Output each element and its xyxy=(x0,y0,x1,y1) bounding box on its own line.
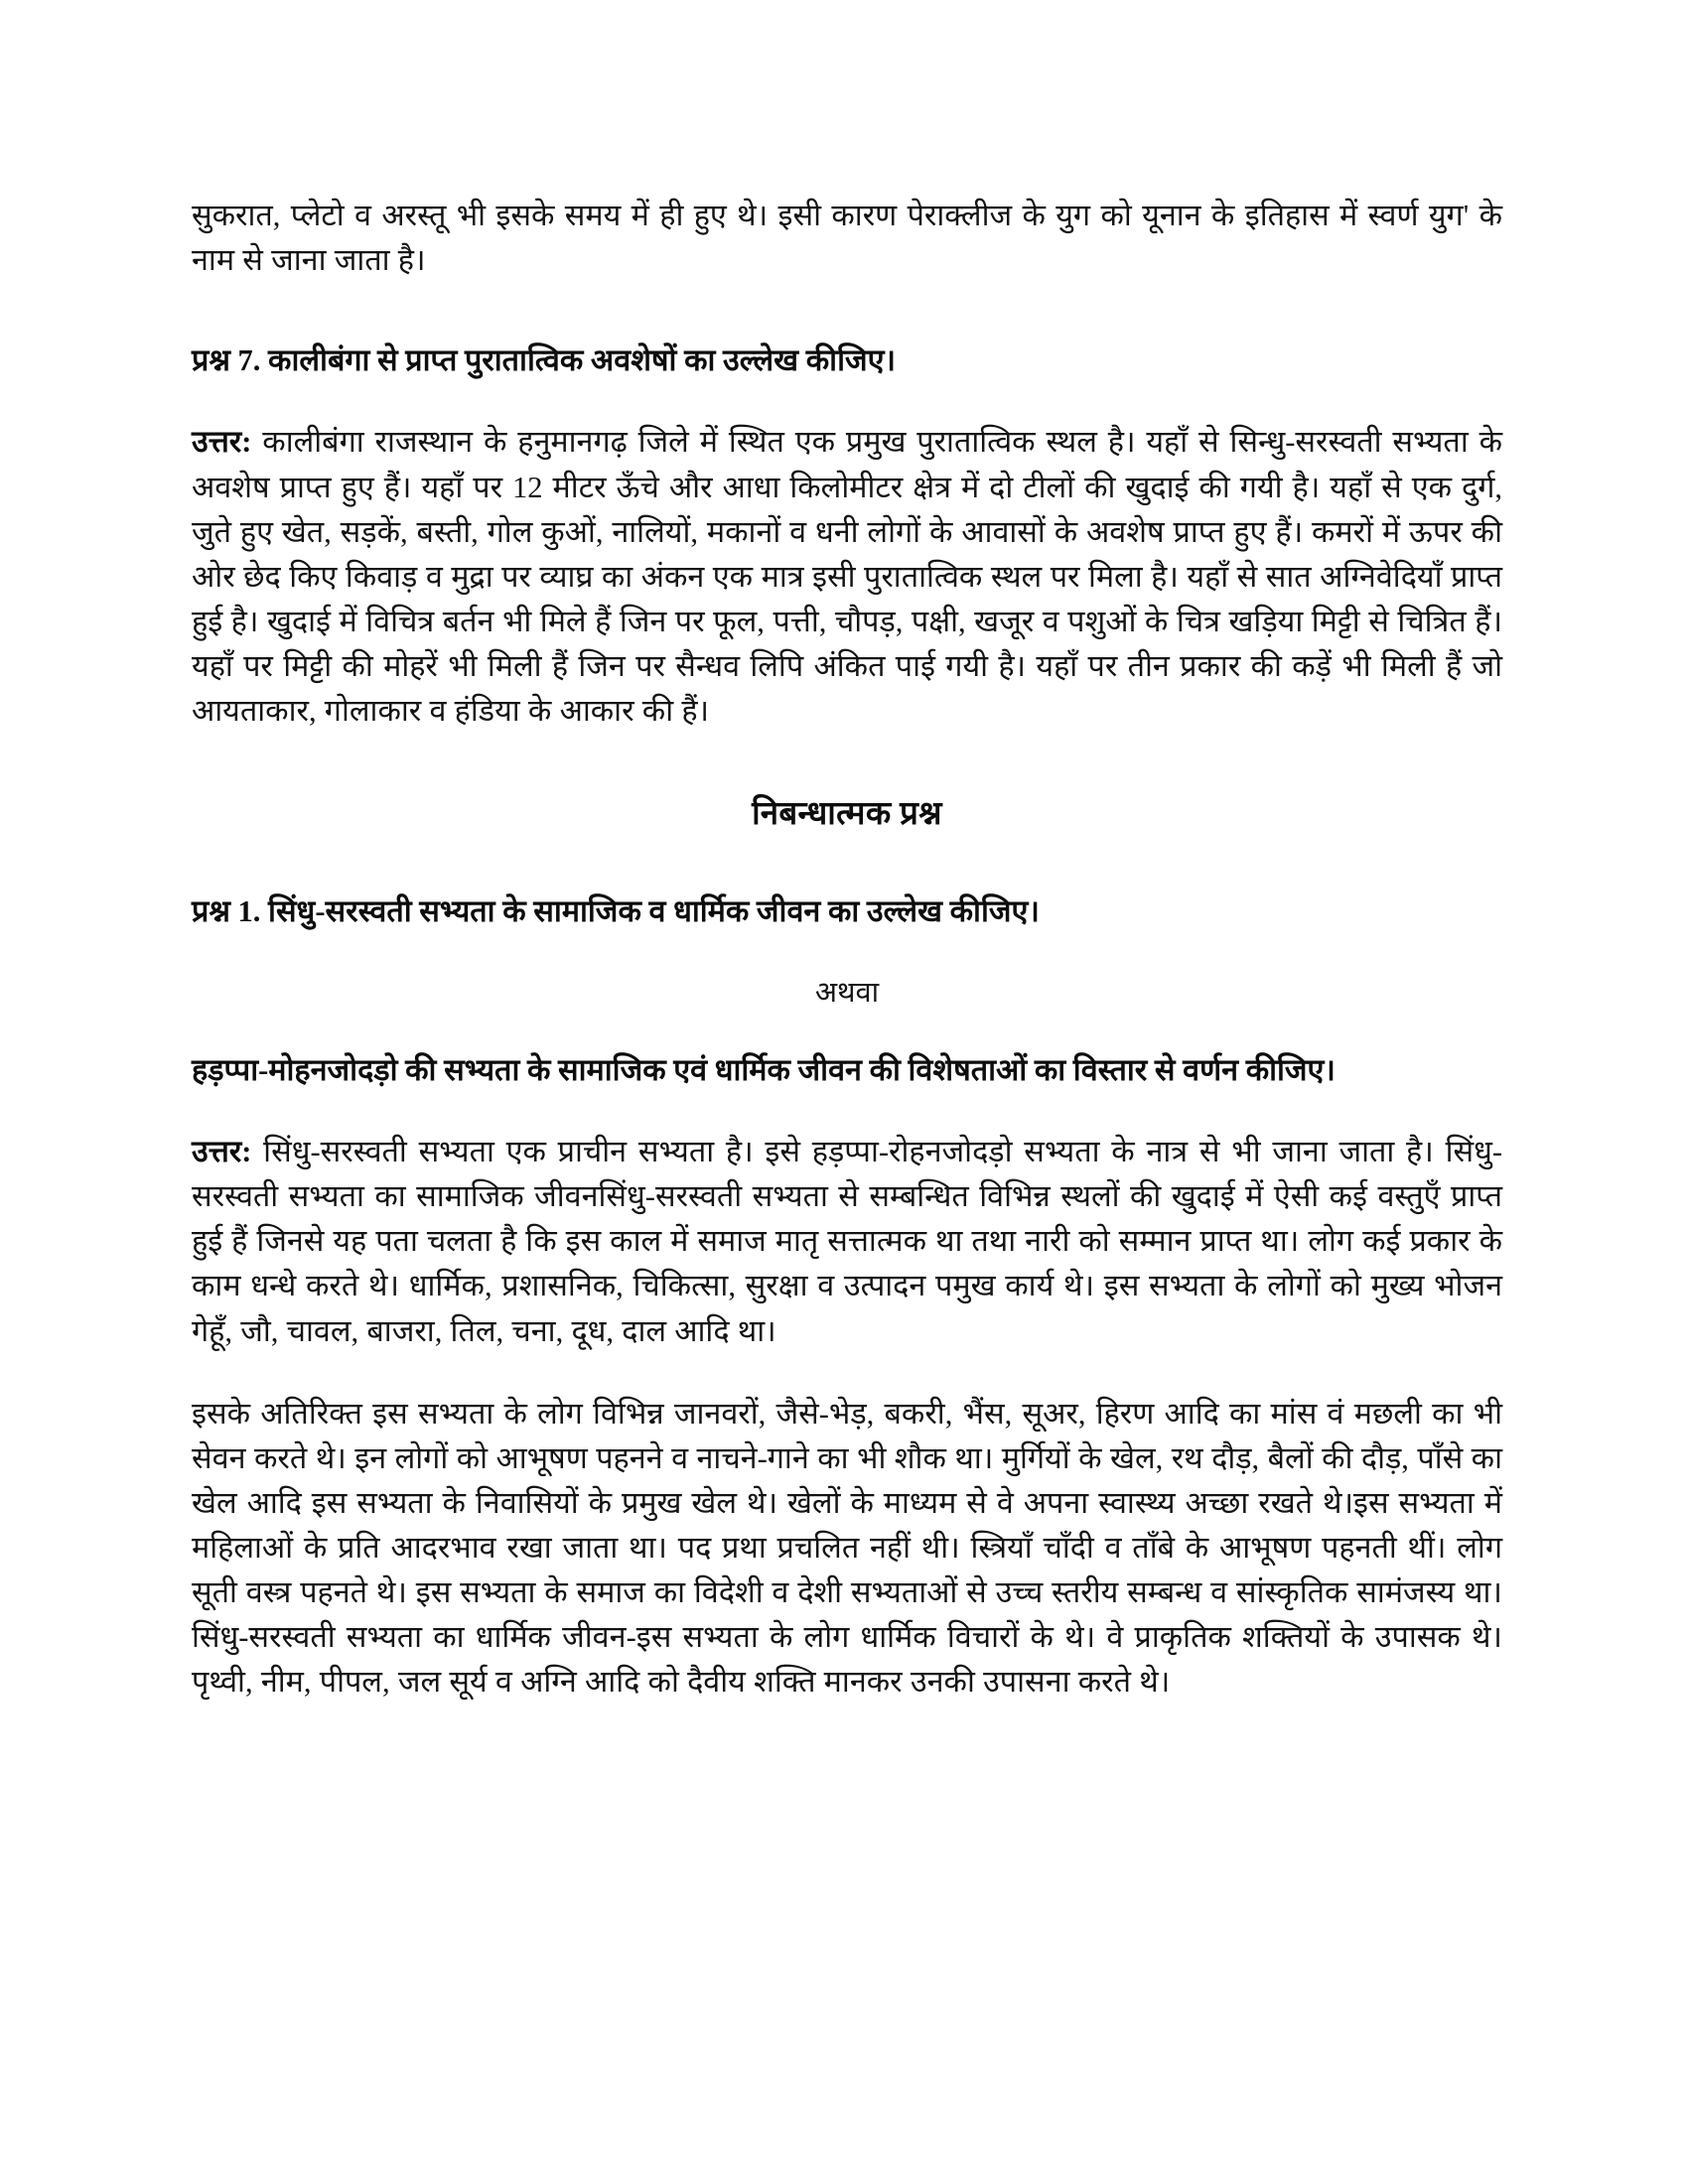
spacer xyxy=(192,1092,1502,1130)
answer-body: सिंधु-सरस्वती सभ्यता एक प्राचीन सभ्यता है। इसे हड़प्पा-रोहनजोदड़ो सभ्यता के नात्र से भी जाना जाता है। सिंधु-सरस्वती सभ्यता का सामाजिक जीवनसिंधु-सरस्वती सभ्यता से सम्बन्धित विभिन्न स्थलों की खुदाई में ऐसी कई वस्तुएँ प्राप्त हुई हैं जिनसे यह पता चलता है कि इस काल में समाज मातृ सत्तात्मक था तथा नारी को सम्मान प्राप्त था। लोग कई प्रकार के काम धन्धे करते थे। धार्मिक, प्रशासनिक, चिकित्सा, सुरक्षा व उत्पादन पमुख कार्य थे। इस सभ्यता के लोगों को मुख्य भोजन गेहूँ, जौ, चावल, बाजरा, तिल, चना, दूध, दाल आदि था। xyxy=(192,1135,1502,1348)
alternative-label: अथवा xyxy=(814,976,880,1009)
page-content xyxy=(192,194,1502,1706)
spacer xyxy=(192,934,1502,972)
question-7-heading: प्रश्न 7. कालीबंगा से प्राप्त पुरातात्विक अवशेषों का उल्लेख कीजिए। xyxy=(192,343,897,378)
answer-label: उत्तर: xyxy=(192,425,252,460)
question-1-answer-part-2: इसके अतिरिक्त इस सभ्यता के लोग विभिन्न जानवरों, जैसे-भेड़, बकरी, भैंस, सूअर, हिरण आदि का मांस वं मछली का भी सेवन करते थे। इन लोगों को आभूषण पहनने व नाचने-गाने का भी शौक था। मुर्गियों के खेल, रथ दौड़, बैलों की दौड़, पाँसे का खेल आदि इस सभ्यता के निवासियों के प्रमुख खेल थे। खेलों के माध्यम से वे अपना स्वास्थ्य अच्छा रखते थे।इस सभ्यता में महिलाओं के प्रति आदरभाव रखा जाता था। पद प्रथा प्रचलित नहीं थी। स्त्रियाँ चाँदी व ताँबे के आभूषण पहनती थीं। लोग सूती वस्त्र पहनते थे। इस सभ्यता के समाज का विदेशी व देशी सभ्यताओं से उच्च स्तरीय सम्बन्ध व सांस्कृतिक सामंजस्य था। सिंधु-सरस्वती सभ्यता का धार्मिक जीवन-इस सभ्यता के लोग धार्मिक विचारों के थे। वे प्राकृतिक शक्तियों के उपासक थे। पृथ्वी, नीम, पीपल, जल सूर्य व अग्नि आदि को दैवीय शक्ति मानकर उनकी उपासना करते थे। xyxy=(192,1396,1502,1700)
spacer xyxy=(192,382,1502,420)
spacer xyxy=(192,734,1502,789)
question-1-answer-part-1 xyxy=(192,1130,1502,1354)
intro-paragraph: सुकरात, प्लेटो व अरस्तू भी इसके समय में ही हुए थे। इसी कारण पेराक्लीज के युग को यूनान के इतिहास में स्वर्ण युग' के नाम से जाना जाता है। xyxy=(192,199,1502,278)
spacer xyxy=(192,834,1502,889)
section-heading: निबन्धात्मक प्रश्न xyxy=(752,796,942,833)
spacer xyxy=(192,283,1502,339)
spacer xyxy=(192,1354,1502,1392)
question-1-alternative: हड़प्पा-मोहनजोदड़ो की सभ्यता के सामाजिक एवं धार्मिक जीवन की विशेषताओं का विस्तार से वर्णन कीजिए। xyxy=(192,1052,1336,1087)
answer-label: उत्तर: xyxy=(192,1135,252,1169)
question-1-heading: प्रश्न 1. सिंधु-सरस्वती सभ्यता के सामाजिक व धार्मिक जीवन का उल्लेख कीजिए। xyxy=(192,894,1040,929)
spacer xyxy=(192,1011,1502,1048)
answer-body: कालीबंगा राजस्थान के हनुमानगढ़ जिले में स्थित एक प्रमुख पुरातात्विक स्थल है। यहाँ से सिन्धु-सरस्वती सभ्यता के अवशेष प्राप्त हुए हैं। यहाँ पर 12 मीटर ऊँचे और आधा किलोमीटर क्षेत्र में दो टीलों की खुदाई की गयी है। यहाँ से एक दुर्ग, जुते हुए खेत, सड़कें, बस्ती, गोल कुओं, नालियों, मकानों व धनी लोगों के आवासों के अवशेष प्राप्त हुए हैं। कमरों में ऊपर की ओर छेद किए किवाड़ व मुद्रा पर व्याघ्र का अंकन एक मात्र इसी पुरातात्विक स्थल पर मिला है। यहाँ से सात अग्निवेदियाँ प्राप्त हुई है। खुदाई में विचित्र बर्तन भी मिले हैं जिन पर फूल, पत्ती, चौपड़, पक्षी, खजूर व पशुओं के चित्र खड़िया मिट्टी से चित्रित हैं। यहाँ पर मिट्टी की मोहरें भी मिली हैं जिन पर सैन्धव लिपि अंकित पाई गयी है। यहाँ पर तीन प्रकार की कड़ें भी मिली हैं जो आयताकार, गोलाकार व हंडिया के आकार की हैं। xyxy=(192,425,1502,729)
question-7-answer xyxy=(192,420,1502,734)
